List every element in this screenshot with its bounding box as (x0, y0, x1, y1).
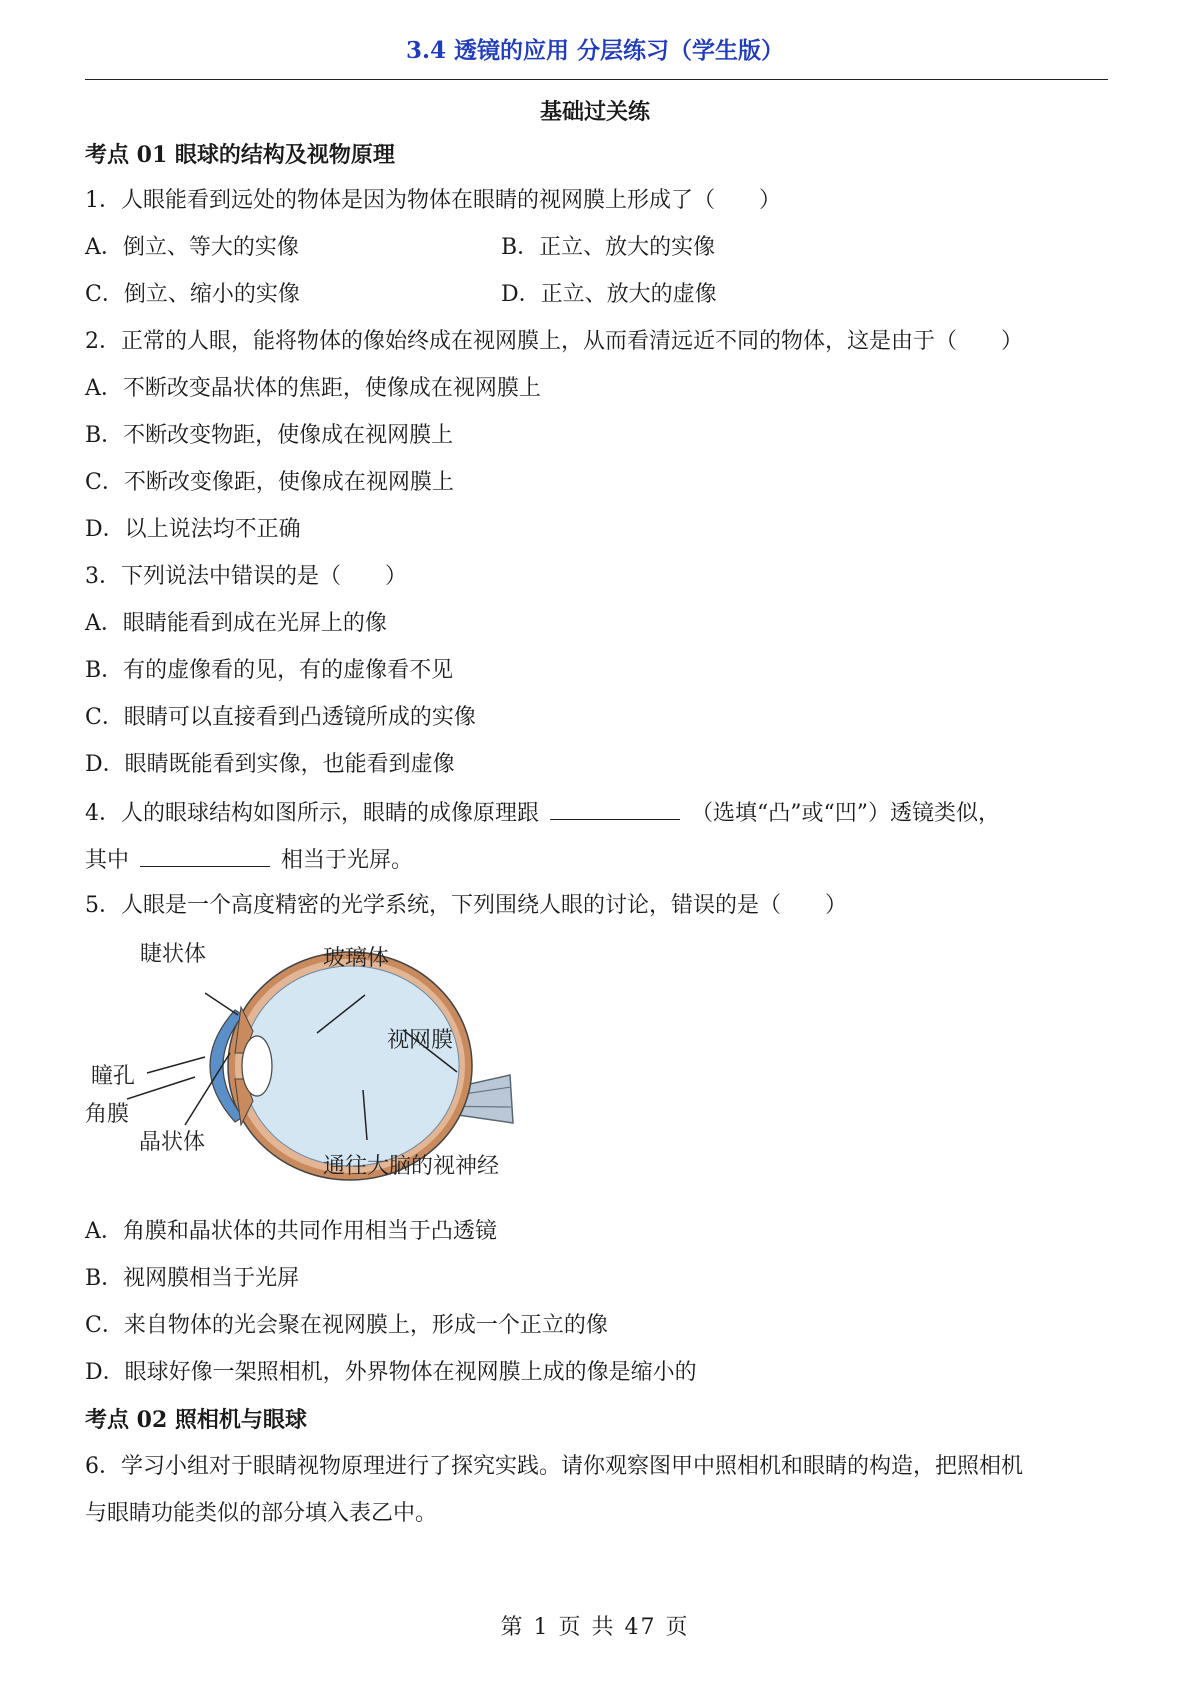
question-2-option-c: C．不断改变像距，使像成在视网膜上 (85, 470, 454, 495)
question-2-option-d: D．以上说法均不正确 (85, 517, 301, 542)
label-vitreous-body: 玻璃体 (323, 946, 390, 971)
label-cornea: 角膜 (85, 1102, 130, 1127)
question-6-line-2: 与眼睛功能类似的部分填入表乙中。 (85, 1501, 438, 1526)
label-lens: 晶状体 (139, 1130, 206, 1155)
label-optic-nerve: 通往大脑的视神经 (323, 1154, 500, 1179)
question-2-option-b: B．不断改变物距，使像成在视网膜上 (85, 423, 454, 448)
cornea-pointer-line (127, 1077, 195, 1099)
pupil-pointer-line (147, 1057, 205, 1073)
topic-heading-2: 考点 02 照相机与眼球 (85, 1407, 307, 1433)
question-3-option-d: D．眼睛既能看到实像，也能看到虚像 (85, 752, 455, 777)
question-3-option-c: C．眼睛可以直接看到凸透镜所成的实像 (85, 705, 476, 730)
question-4-text-4: 相当于光屏。 (281, 848, 414, 873)
label-retina: 视网膜 (387, 1028, 454, 1053)
question-4-blank-1[interactable] (550, 797, 680, 820)
question-1-options-row-2 (85, 280, 1085, 310)
question-1-option-d: D．正立、放大的虚像 (501, 282, 717, 307)
question-3-option-a: A．眼睛能看到成在光屏上的像 (85, 611, 387, 636)
question-5-option-c: C．来自物体的光会聚在视网膜上，形成一个正立的像 (85, 1313, 608, 1338)
question-4-line-2 (85, 844, 413, 876)
question-1-option-b: B．正立、放大的实像 (501, 235, 716, 260)
question-4-line-1 (85, 797, 1000, 829)
vitreous-body-shape (243, 966, 459, 1166)
lens-shape (242, 1036, 272, 1096)
ciliary-pointer-line (205, 993, 238, 1015)
question-3-option-b: B．有的虚像看的见，有的虚像看不见 (85, 658, 454, 683)
section-title: 基础过关练 (539, 99, 650, 125)
question-6-line-1: 6．学习小组对于眼睛视物原理进行了探究实践。请你观察图甲中照相机和眼睛的构造，把照相机 (85, 1454, 1024, 1479)
question-1-stem: 1．人眼能看到远处的物体是因为物体在眼睛的视网膜上形成了（ ） (85, 188, 781, 213)
question-5-option-d: D．眼球好像一架照相机，外界物体在视网膜上成的像是缩小的 (85, 1360, 697, 1385)
question-4-text-3: 其中 (85, 848, 130, 873)
label-pupil: 瞳孔 (91, 1064, 136, 1089)
question-5-option-b: B．视网膜相当于光屏 (85, 1266, 300, 1291)
question-4-text-1: 4．人的眼球结构如图所示，眼睛的成像原理跟 (85, 801, 539, 826)
question-3-stem: 3．下列说法中错误的是（ ） (85, 564, 407, 589)
question-1-options-row-1 (85, 233, 1085, 263)
header-divider (85, 79, 1108, 80)
page-title: 3.4 透镜的应用 分层练习（学生版） (405, 37, 785, 64)
question-2-option-a: A．不断改变晶状体的焦距，使像成在视网膜上 (85, 376, 541, 401)
eye-structure-diagram (85, 935, 565, 1197)
question-1-option-c: C．倒立、缩小的实像 (85, 282, 300, 307)
question-2-stem: 2．正常的人眼，能将物体的像始终成在视网膜上，从而看清远近不同的物体，这是由于（ ） (85, 329, 1024, 354)
question-1-option-a: A．倒立、等大的实像 (85, 235, 299, 260)
question-5-option-a: A．角膜和晶状体的共同作用相当于凸透镜 (85, 1219, 497, 1244)
page-number-footer: 第 1 页 共 47 页 (500, 1615, 690, 1640)
topic-heading-1: 考点 01 眼球的结构及视物原理 (85, 142, 395, 168)
question-5-stem: 5．人眼是一个高度精密的光学系统，下列围绕人眼的讨论，错误的是（ ） (85, 893, 847, 918)
label-ciliary-body: 睫状体 (140, 942, 207, 967)
question-4-blank-2[interactable] (140, 844, 270, 867)
question-4-text-2: （选填“凸”或“凹”）透镜类似， (691, 801, 1000, 826)
